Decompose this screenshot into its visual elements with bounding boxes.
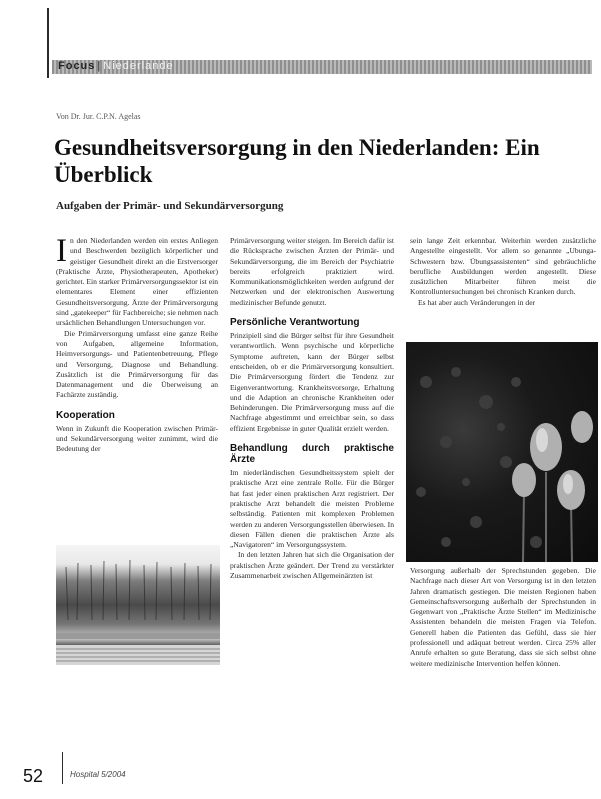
paragraph: Versorgung außerhalb der Sprechstunden gegeben. Die Nachfrage nach dieser Art von Versorgung ist in den letzten Jahren dramatisch gestiegen. Die meisten Regionen haben Gemeinschaftsversorgung außerhalb der Sprechstunden in Gegenwart von „Praktische Ärzte Stellen“ im Medizinische Assistenten behandeln die meisten Fragen via Telefon. Generell haben die Patienten das Gefühl, dass sie hier professionell und adäquat betreut werden. Circa 25% aller Anrufe erhalten so gute Beratung, dass sie sich selbst ohne weitere medizinische Intervention helfen können. [410, 566, 596, 668]
footer-rule [62, 752, 63, 784]
heading-verantwortung: Persönliche Verantwortung [230, 317, 360, 329]
article-subtitle: Aufgaben der Primär- und Sekundärversorgung [56, 200, 284, 212]
tulip-field-photo [406, 342, 598, 562]
magazine-issue: Hospital 5/2004 [70, 770, 126, 779]
article-title: Gesundheitsversorgung in den Niederlanden: Ein Überblick [54, 135, 540, 187]
focus-label: Focus [58, 60, 96, 72]
heading-kooperation: Kooperation [56, 409, 115, 421]
intro-text: n den Niederlanden werden ein erstes Anliegen und Beschwerden bezüglich körperlicher und geistiger Gesundheit direkt an die Erstversorger (Praktische Ärzte, Physiotherapeuten, Apotheker) gerichtet. Ein starker Primärversorgungssektor ist ein elementares Element einer effizienten Gesundheitsversorgung. Ärzte der Primärversorgung sind „gatekeeper“ für Fachbereiche; sie nehmen nach ursächlichen Behandlungen Untersuchungen vor. [56, 236, 218, 328]
text-column-3-bottom [410, 566, 596, 669]
text-column-1 [56, 233, 218, 455]
paragraph: In den letzten Jahren hat sich die Organisation der praktischen Ärzte geändert. Der Trend zu verstärkter Zusammenarbeit zwischen Allgemeinärzten ist [230, 550, 394, 581]
text-column-2 [230, 236, 394, 581]
header-rule [47, 8, 49, 78]
paragraph: sein lange Zeit erkennbar. Weiterhin werden zusätzliche Angestellte eingestellt. Vor allem so genannte „Ubunga-Schwestern bzw. Übungsassistenten“ sind gebräuchliche berufliche Ausbildungen werden angestellt. Diese zusätzlichen Mitarbeiter führen meist die Kontrolluntersuchungen bei chronisch Kranken durch. [410, 236, 596, 297]
heading-behandlung: Behandlung durch praktische Ärzte [230, 443, 394, 466]
paragraph: Die Primärversorgung umfasst eine ganze Reihe von Aufgaben, allgemeine Information, Heimversorgungs- und Patientenbetreuung, Pflege und Versorgung, Diagnose und Behandlung. Zusätzlich ist die Primärversorgung für das Datenmanagement und die Überweisung an Fachärzte zuständig. [56, 328, 218, 400]
paragraph: Im niederländischen Gesundheitssystem spielt der praktische Arzt eine zentrale Rolle. Für die Bürger hat fast jeder einen praktischen Arzt registriert. Der praktische Arzt behandelt die meisten Probleme selbständig. Patienten mit komplexen Problemen werden zu anderen Versorgungsstellen überwiesen. In diesen Fällen dienen die praktischen Ärzte als „Navigatoren“ im Versorgungssystem. [230, 468, 394, 550]
paragraph: Wenn in Zukunft die Kooperation zwischen Primär- und Sekundärversorgung weiter zunimmt, wird die Bedeutung der [56, 423, 218, 454]
paragraph: Es hat aber auch Veränderungen in der [418, 297, 536, 307]
paragraph: Primärversorgung weiter steigen. Im Bereich dafür ist die Rücksprache zwischen Ärzten der Primär- und Sekundärversorgung, die im Bereich der Psychiatrie bereits erfolgreich praktiziert wird. Kommunikationsmöglichkeiten werden aufgrund der Netzwerken und der elektronischen Auswertung medizinischer Befunde genutzt. [230, 236, 394, 307]
tree-line-photo [56, 545, 220, 665]
label-separator: | [97, 60, 102, 72]
drop-cap: I [56, 233, 67, 269]
text-column-3-top [410, 236, 596, 308]
page-number: 52 [23, 766, 44, 786]
author-line: Von Dr. Jur. C.P.N. Agelas [56, 112, 141, 121]
paragraph: Prinzipiell sind die Bürger selbst für ihre Gesundheit verantwortlich. Wenn psychische und körperliche Symptome auftreten, kann der Bürger selbst entscheiden, ob er die Primärversorgung konsultiert. Die Primärversorgung fördert die Tendenz zur Eigenverantwortung. Krankheitsvorsorge, Erhaltung und die Adaption an chronische Krankheiten oder Behinderungen. Die Primärversorgung muss auf die Nachfrage abgestimmt und erreichbar sein, so dass effizient Ergebnisse in guter Qualität erzielt werden. [230, 331, 394, 433]
section-label [58, 59, 174, 74]
intro-paragraph [56, 233, 218, 329]
section-name: Niederlande [103, 60, 174, 72]
